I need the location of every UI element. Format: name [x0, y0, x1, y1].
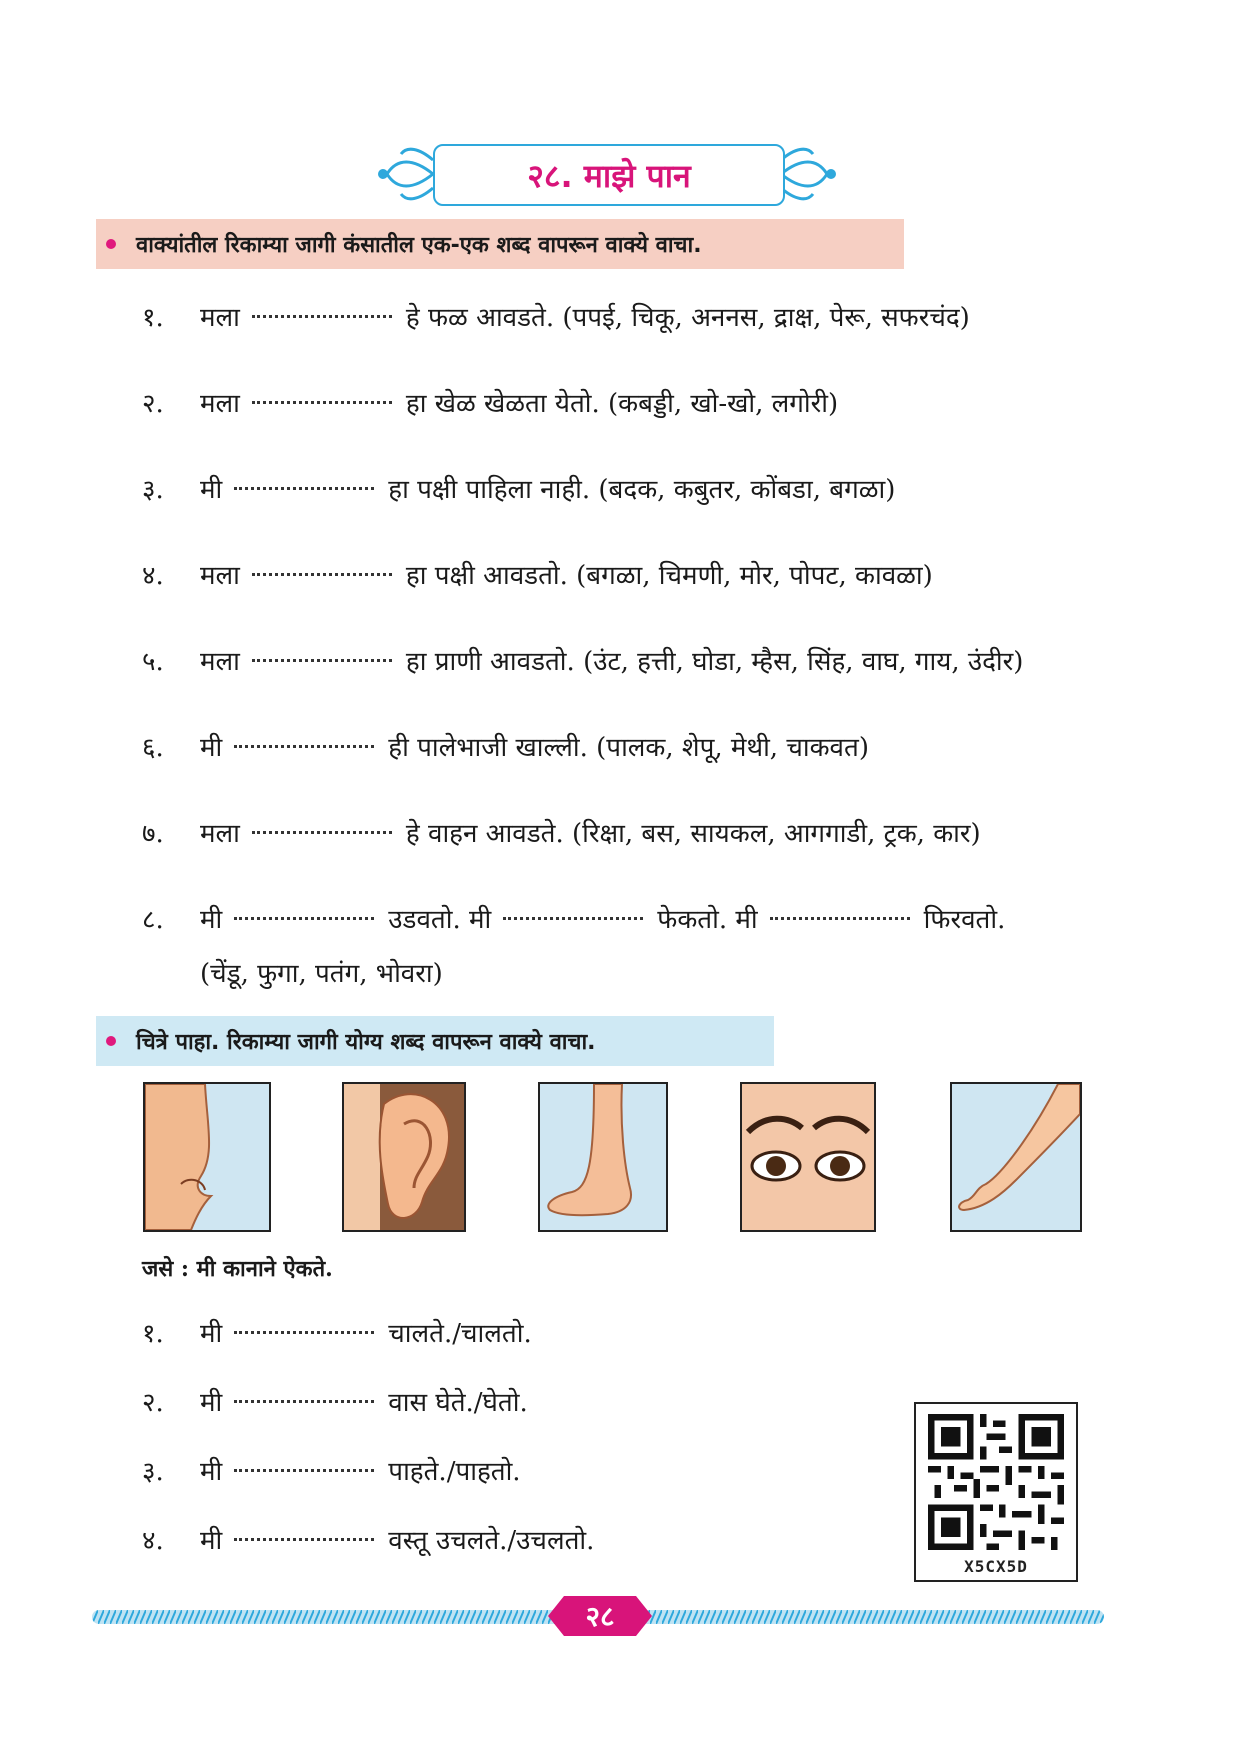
blank-field[interactable]: [234, 1455, 374, 1472]
instruction-band-2: [96, 1016, 774, 1066]
item-subject: मी: [200, 1388, 223, 1418]
foot-icon: [540, 1084, 666, 1230]
item-text: वस्तू उचलते./उचलतो.: [388, 1526, 595, 1556]
item-subject: मला: [200, 389, 240, 419]
qr-caption: X5CX5D: [964, 1557, 1028, 1576]
item-subject: मला: [200, 647, 240, 677]
blank-field[interactable]: [252, 645, 392, 662]
exercise-row: [142, 1312, 532, 1352]
item-number: १.: [142, 303, 164, 333]
page-number: २८: [585, 1600, 615, 1633]
item-number: ६.: [142, 733, 164, 763]
item-number: ३.: [142, 475, 164, 505]
item-number: ३.: [142, 1457, 164, 1487]
blank-field[interactable]: [234, 731, 374, 748]
item-number: ७.: [142, 819, 164, 849]
item-subject: मला: [200, 303, 240, 333]
instruction-band-1: [96, 219, 904, 269]
item-text: फिरवतो.: [923, 905, 1006, 935]
blank-field[interactable]: [234, 903, 374, 920]
exercise-row: [142, 812, 981, 852]
blank-field[interactable]: [234, 1317, 374, 1334]
item-number: ८.: [142, 905, 164, 935]
item-number: ४.: [142, 561, 164, 591]
page-title: २८. माझे पान: [527, 156, 691, 195]
item-text: हा खेळ खेळता येतो. (कबड्डी, खो-खो, लगोरी): [405, 389, 839, 419]
ear-icon: [344, 1084, 464, 1230]
instruction-text-1: वाक्यांतील रिकाम्या जागी कंसातील एक-एक शब्द वापरून वाक्ये वाचा.: [136, 233, 702, 258]
nose-picture: [143, 1082, 271, 1232]
nose-icon: [145, 1084, 269, 1230]
item-number: १.: [142, 1319, 164, 1349]
blank-field[interactable]: [503, 903, 643, 920]
item-text: पाहते./पाहतो.: [388, 1457, 521, 1487]
hand-icon: [952, 1084, 1080, 1230]
exercise-row: [142, 1450, 521, 1490]
item-number: २.: [142, 1388, 164, 1418]
item-subject: मी: [200, 1526, 223, 1556]
bullet-icon: [106, 239, 116, 249]
item-text: उडवतो. मी: [388, 905, 492, 935]
ear-picture: [342, 1082, 466, 1232]
exercise-row: [142, 726, 869, 766]
exercise-row: [142, 382, 838, 422]
item-text: चालते./चालतो.: [388, 1319, 532, 1349]
eyes-icon: [742, 1084, 874, 1230]
blank-field[interactable]: [234, 1524, 374, 1541]
item-number: २.: [142, 389, 164, 419]
example-text: जसे : मी कानाने ऐकते.: [142, 1256, 333, 1282]
exercise-row: [142, 1381, 528, 1421]
item-text: हा पक्षी पाहिला नाही. (बदक, कबुतर, कोंबडा, बगळा): [388, 475, 896, 505]
foot-picture: [538, 1082, 668, 1232]
blank-field[interactable]: [252, 559, 392, 576]
item-subject: मला: [200, 561, 240, 591]
title-banner: [373, 138, 841, 210]
item-text: फेकतो. मी: [657, 905, 758, 935]
bullet-icon: [106, 1036, 116, 1046]
item-subject: मी: [200, 1319, 223, 1349]
blank-field[interactable]: [252, 387, 392, 404]
item-text: हा प्राणी आवडतो. (उंट, हत्ती, घोडा, म्हैस, सिंह, वाघ, गाय, उंदीर): [405, 647, 1024, 677]
hand-picture: [950, 1082, 1082, 1232]
qr-code[interactable]: [914, 1402, 1078, 1582]
blank-field[interactable]: [252, 301, 392, 318]
exercise-row: [142, 1519, 594, 1559]
exercise-row: [142, 640, 1023, 680]
item-text: ही पालेभाजी खाल्ली. (पालक, शेपू, मेथी, चाकवत): [388, 733, 869, 763]
blank-field[interactable]: [234, 1386, 374, 1403]
blank-field[interactable]: [234, 473, 374, 490]
item-number: ४.: [142, 1526, 164, 1556]
item-subject: मी: [200, 1457, 223, 1487]
item-text: हे फळ आवडते. (पपई, चिकू, अननस, द्राक्ष, पेरू, सफरचंद): [405, 303, 970, 333]
exercise-row: [142, 898, 1005, 938]
item-subject: मी: [200, 733, 223, 763]
item-number: ५.: [142, 647, 164, 677]
exercise-row: [142, 296, 970, 336]
item-subject: मी: [200, 905, 223, 935]
instruction-text-2: चित्रे पाहा. रिकाम्या जागी योग्य शब्द वापरून वाक्ये वाचा.: [136, 1030, 596, 1055]
title-box: [433, 144, 785, 206]
item-text: हा पक्षी आवडतो. (बगळा, चिमणी, मोर, पोपट, कावळा): [405, 561, 933, 591]
blank-field[interactable]: [252, 817, 392, 834]
item-options: (चेंडू, फुगा, पतंग, भोवरा): [200, 959, 443, 989]
blank-field[interactable]: [770, 903, 910, 920]
eyes-picture: [740, 1082, 876, 1232]
exercise-row: [142, 554, 933, 594]
item-text: वास घेते./घेतो.: [388, 1388, 528, 1418]
item-subject: मी: [200, 475, 223, 505]
qr-icon: [928, 1414, 1064, 1550]
item-text: हे वाहन आवडते. (रिक्षा, बस, सायकल, आगगाडी, ट्रक, कार): [405, 819, 981, 849]
item-subject: मला: [200, 819, 240, 849]
exercise-row: [142, 468, 895, 508]
